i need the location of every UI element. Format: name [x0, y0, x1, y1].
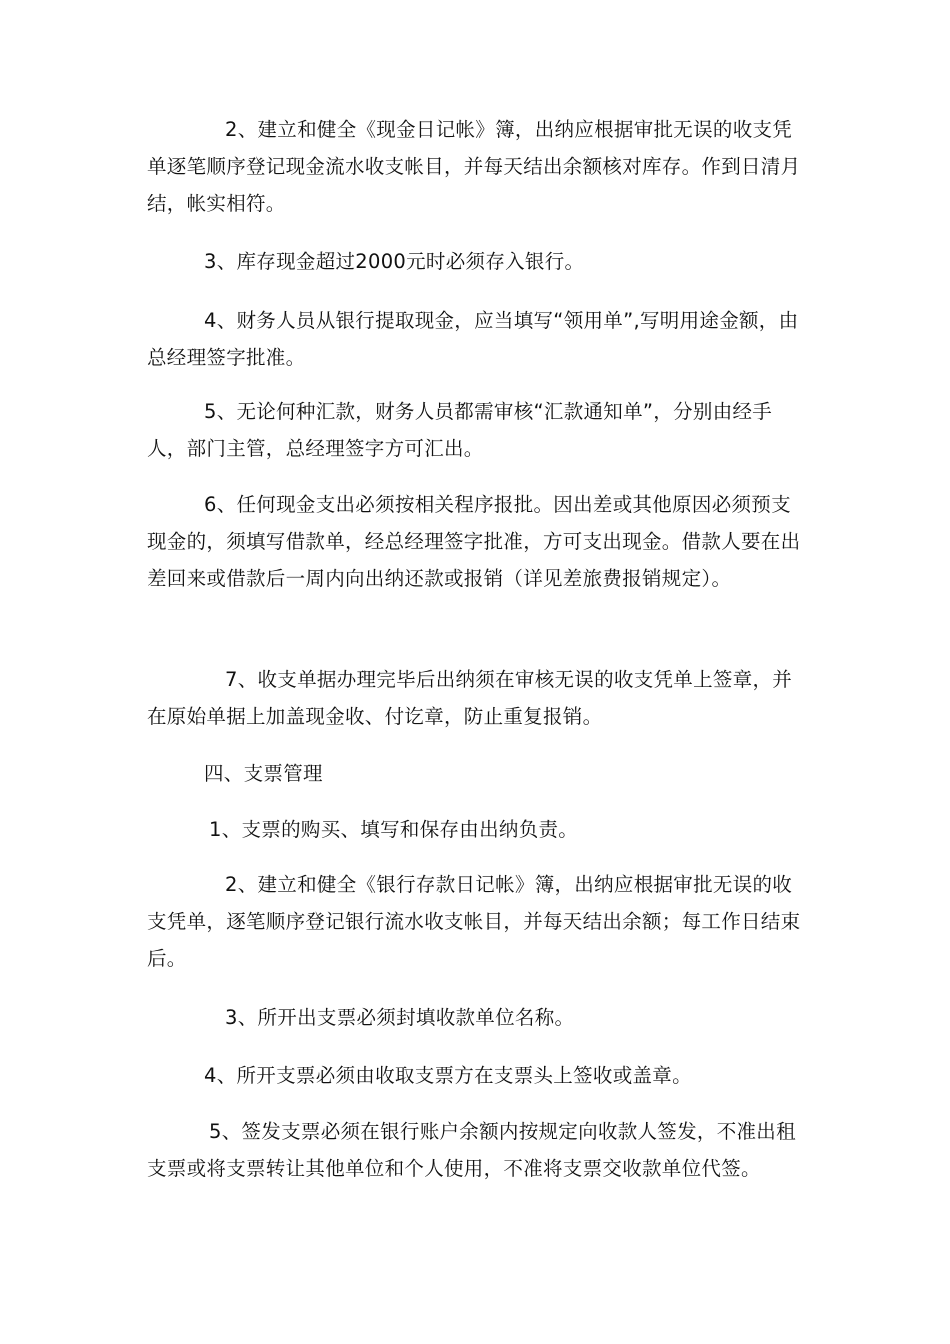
paragraph-voucher-stamp: 7、收支单据办理完毕后出纳须在审核无误的收支凭单上签章，并在原始单据上加盖现金收、付讫章，防止重复报销。 [147, 668, 793, 728]
paragraph-remittance: 5、无论何种汇款，财务人员都需审核“汇款通知单”，分别由经手人，部门主管，总经理签字方可汇出。 [147, 400, 773, 460]
paragraph-check-custody: 1、支票的购买、填写和保存由出纳负责。 [209, 818, 579, 841]
paragraph-check-issuance: 5、签发支票必须在银行账户余额内按规定向收款人签发，不准出租支票或将支票转让其他单位和个人使用，不准将支票交收款单位代签。 [147, 1120, 796, 1180]
paragraph-cash-expenditure: 6、任何现金支出必须按相关程序报批。因出差或其他原因必须预支现金的，须填写借款单，经总经理签字批准，方可支出现金。借款人要在出差回来或借款后一周内向出纳还款或报销（详见差旅费报销规定）。 [147, 493, 801, 590]
paragraph-check-receipt: 4、所开支票必须由收取支票方在支票头上签收或盖章。 [204, 1064, 692, 1087]
paragraph-cash-limit: 3、库存现金超过2000元时必须存入银行。 [204, 250, 585, 273]
paragraph-payee-name: 3、所开出支票必须封填收款单位名称。 [225, 1006, 575, 1029]
paragraph-bank-journal: 2、建立和健全《银行存款日记帐》簿，出纳应根据审批无误的收支凭单，逐笔顺序登记银行流水收支帐目，并每天结出余额；每工作日结束后。 [147, 873, 801, 970]
paragraph-cash-withdrawal: 4、财务人员从银行提取现金，应当填写“领用单”,写明用途金额，由总经理签字批准。 [147, 309, 799, 369]
paragraph-cash-journal: 2、建立和健全《现金日记帐》簿，出纳应根据审批无误的收支凭单逐笔顺序登记现金流水收支帐目，并每天结出余额核对库存。作到日清月结，帐实相符。 [147, 118, 801, 215]
section-heading-check-management: 四、支票管理 [204, 762, 323, 785]
